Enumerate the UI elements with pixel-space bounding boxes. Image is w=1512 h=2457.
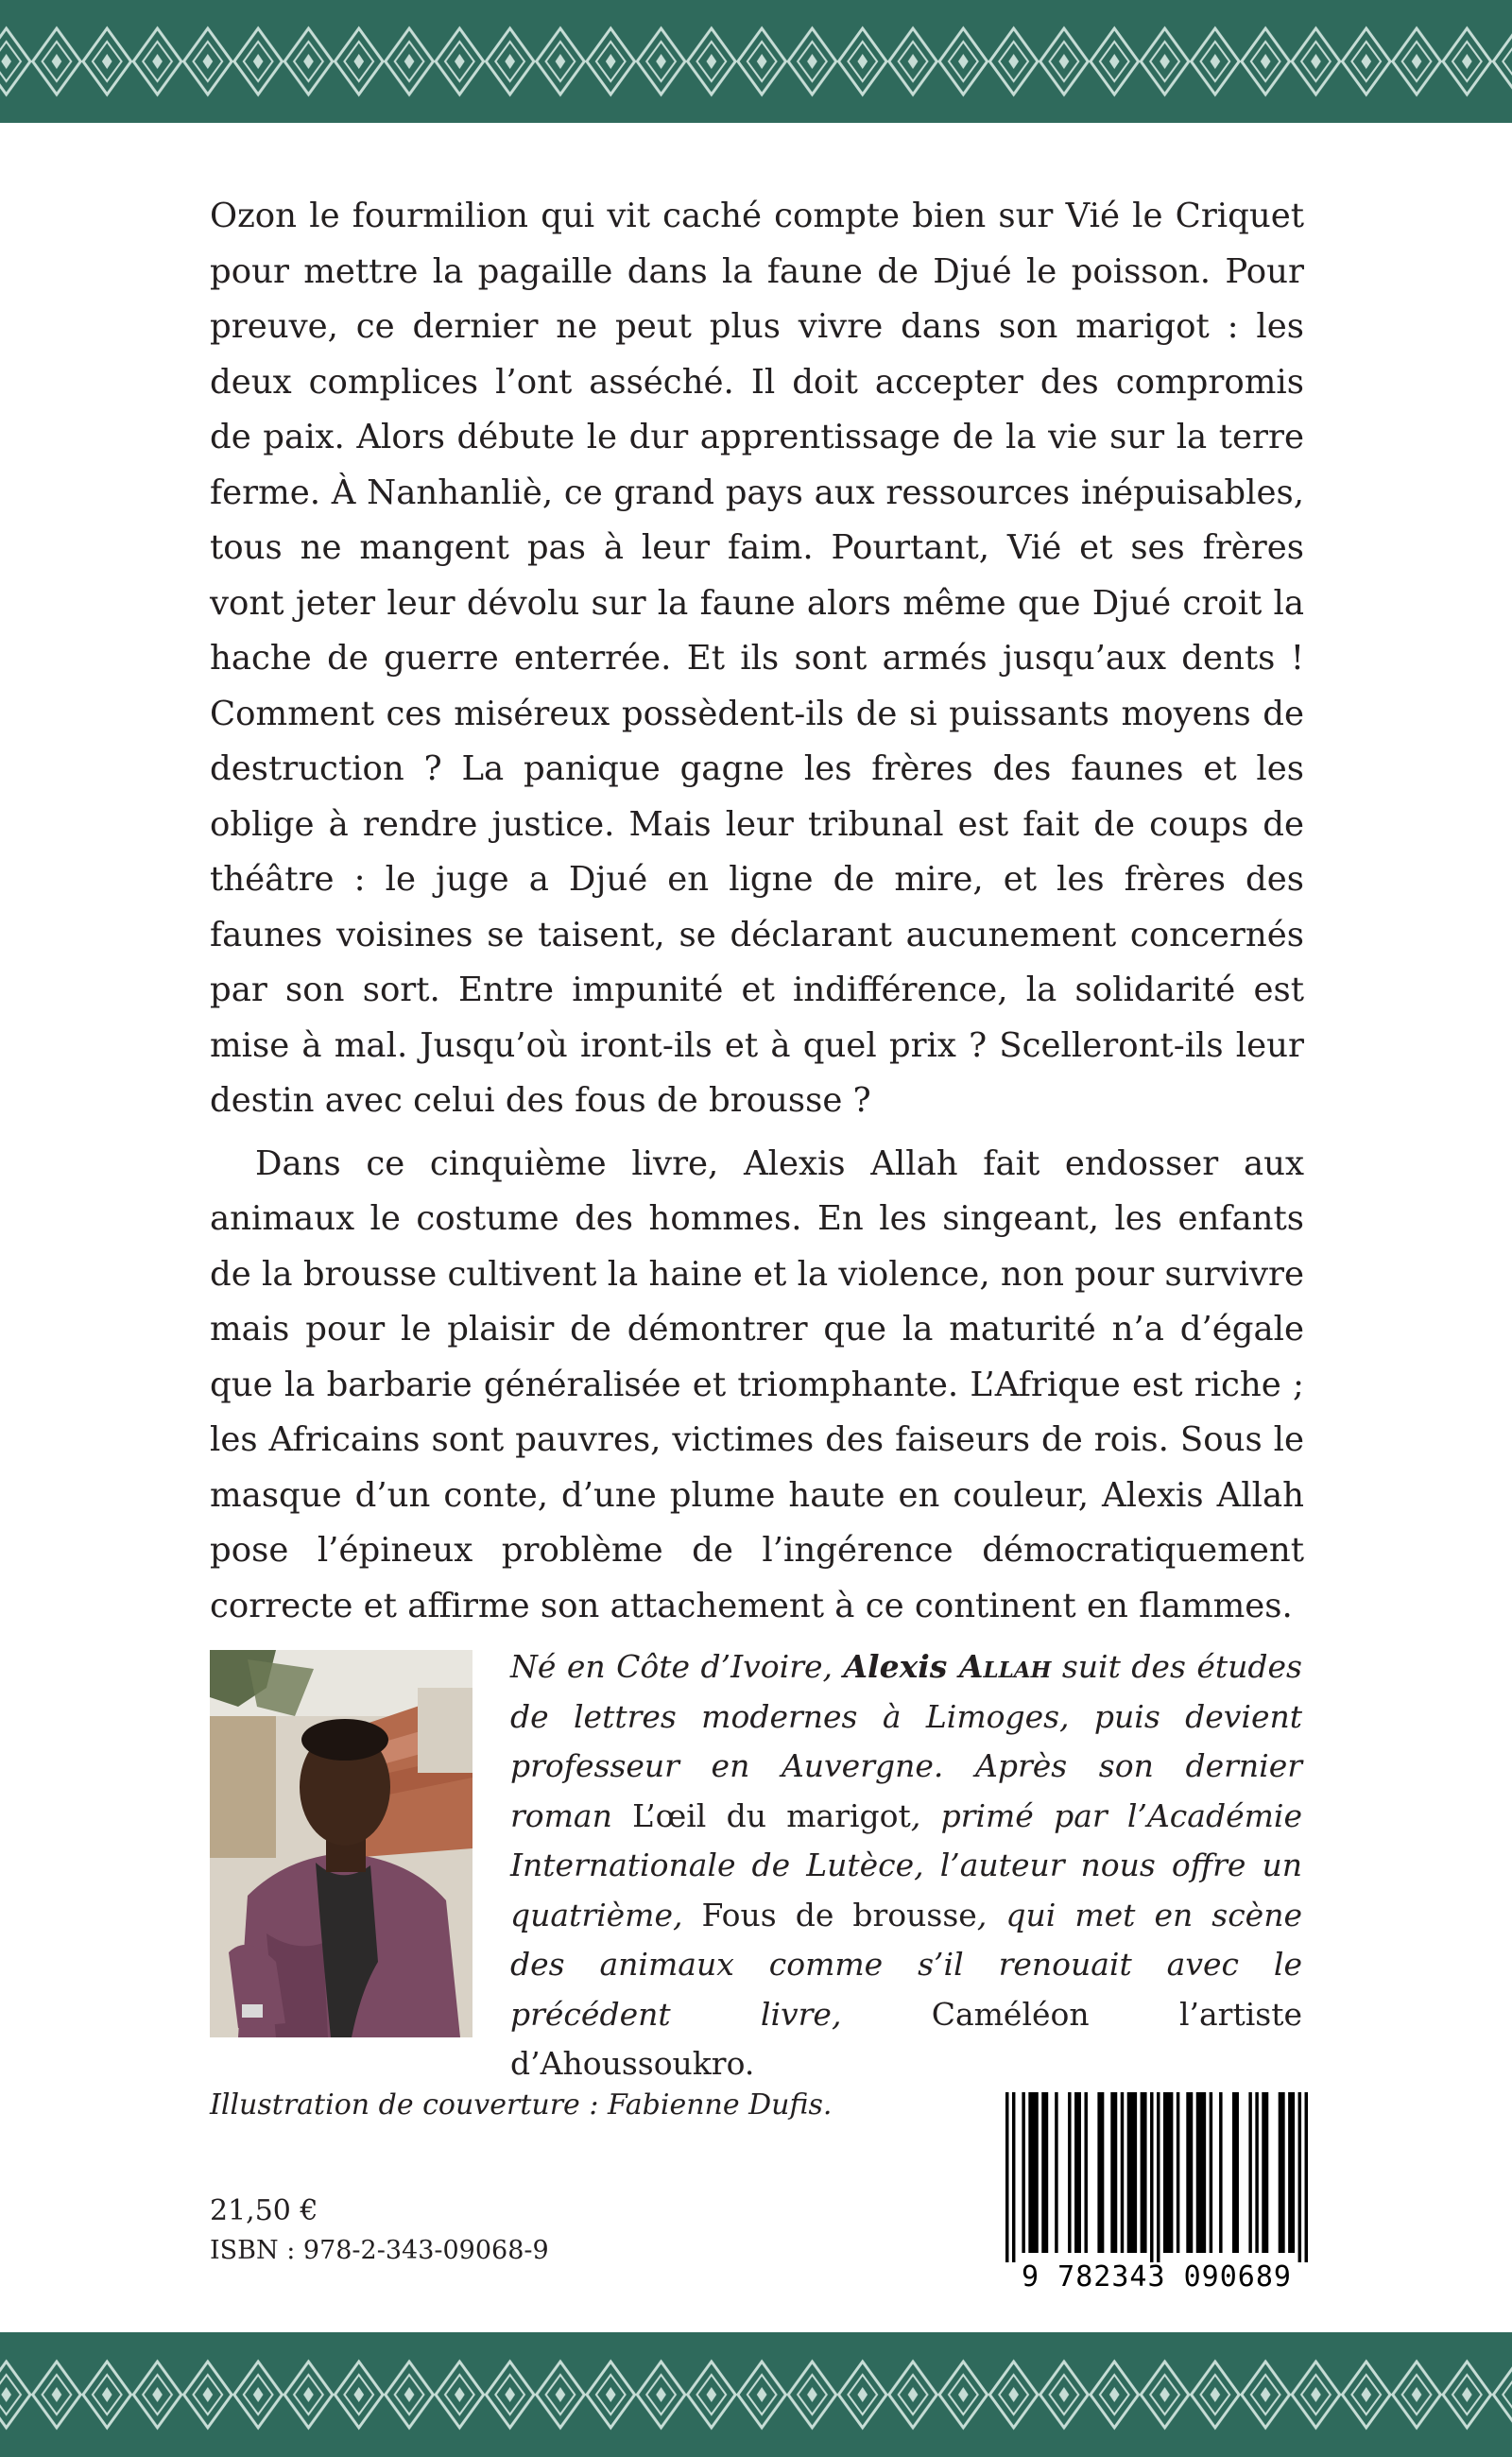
barcode-bar [1012,2092,1015,2262]
barcode-bar [1110,2092,1117,2253]
bio-part-3: , qui met en scène des animaux comme s’il renouait avec le précédent livre, [510,1896,1302,2033]
bottom-decorative-band [0,2332,1512,2457]
bio-part-1: suit des études de lettres modernes à Limoges, puis devient professeur en Auvergne. Après son dernier roman [510,1648,1302,1834]
barcode-bar [1210,2092,1212,2253]
author-last-name: Allah [958,1648,1052,1685]
author-bio [510,1642,1302,2089]
barcode-bar [1022,2092,1024,2253]
author-first-name: Alexis [843,1648,959,1685]
barcode-bar [1298,2092,1301,2262]
barcode-digits: 9 782343 090689 [1022,2260,1292,2294]
barcode-bar [1005,2092,1008,2262]
barcode-bar [1219,2092,1222,2253]
barcode-bar [1262,2092,1268,2253]
book-title-2: Fous de brousse [701,1896,977,1933]
barcode-bar [1055,2092,1057,2253]
barcode-bar [1177,2092,1179,2253]
barcode-bar [1097,2092,1104,2253]
bio-end: . [744,2045,755,2082]
back-cover-blurb [210,189,1304,1634]
barcode-bar [1150,2092,1153,2262]
barcode-bar [1248,2092,1251,2253]
bio-part-2: , primé par l’Académie Internationale de Lutèce, l’auteur nous offre un quatrième, [510,1796,1302,1933]
barcode-bar [1084,2092,1087,2253]
barcode-bar [1141,2092,1147,2253]
barcode-bar [1305,2092,1308,2262]
barcode-bar [1255,2092,1258,2253]
blurb-paragraph-2: Dans ce cinquième livre, Alexis Allah fait endosser aux animaux le costume des hommes. En les singeant, les enfants de la brousse cultivent la haine et la violence, non pour survivre mais pour le plaisir de démontrer que la maturité n’a d’égale que la barbarie généralisée et triomphante. L’Afrique est riche ; les Africains sont pauvres, victimes des faiseurs de rois. Sous le masque d’un conte, d’une plume haute en couleur, Alexis Allah pose l’épineux problème de l’ingérence démocratiquement correcte et affirme son attachement à ce continent en flammes. [210,1143,1304,1625]
barcode-bar [1074,2092,1081,2253]
price: 21,50 € [210,2194,318,2227]
barcode-bar [1163,2092,1173,2253]
diamond-pattern-bottom [0,2332,1512,2457]
blurb-paragraph-1: Ozon le fourmilion qui vit caché compte bien sur Vié le Criquet pour mettre la pagaille dans la faune de Djué le poisson. Pour preuve, ce dernier ne peut plus vivre dans son marigot : les deux complices l’ont asséché. Il doit accepter des compromis de paix. Alors débute le dur apprentissage de la vie sur la terre ferme. À Nanhanliè, ce grand pays aux ressources inépuisables, tous ne mangent pas à leur faim. Pourtant, Vié et ses frères vont jeter leur dévolu sur la faune alors même que Djué croit la hache de guerre enterrée. Et ils sont armés jusqu’aux dents ! Comment ces miséreux possèdent-ils de si puissants moyens de destruction ? La panique gagne les frères des faunes et les oblige à rendre justice. Mais leur tribunal est fait de coups de théâtre : le juge a Djué en ligne de mire, et les frères des faunes voisines se taisent, se déclarant aucunement concernés par son sort. Entre impunité et indifférence, la solidarité est mise à mal. Jusqu’où iront-ils et à quel prix ? Scelleront-ils leur destin avec celui des fous de brousse ? [210,197,1304,1120]
barcode-bar [1288,2092,1295,2253]
barcode-bars [996,2092,1317,2262]
diamond-pattern-top [0,0,1512,123]
author-portrait-image [210,1650,472,2037]
barcode-bar [1028,2092,1038,2253]
isbn: ISBN : 978-2-343-09068-9 [210,2236,549,2265]
top-decorative-band [0,0,1512,123]
barcode-bar [1127,2092,1137,2253]
barcode-bar [1041,2092,1048,2253]
barcode-bar [1279,2092,1285,2253]
barcode [996,2092,1317,2300]
author-photo [210,1650,472,2037]
illustration-credit: Illustration de couverture : Fabienne Dufis. [210,2088,833,2122]
barcode-bar [1068,2092,1071,2253]
barcode-bar [1157,2092,1160,2262]
book-title-3: Caméléon l’artiste d’Ahoussoukro [510,1995,1302,2082]
book-title-1: L’œil du marigot [632,1796,911,1834]
bio-intro: Né en Côte d’Ivoire, [510,1648,844,1685]
barcode-bar [1232,2092,1239,2253]
barcode-bar [1186,2092,1193,2253]
barcode-bar [1121,2092,1124,2253]
barcode-bar [1196,2092,1206,2253]
author-name [843,1648,1051,1685]
